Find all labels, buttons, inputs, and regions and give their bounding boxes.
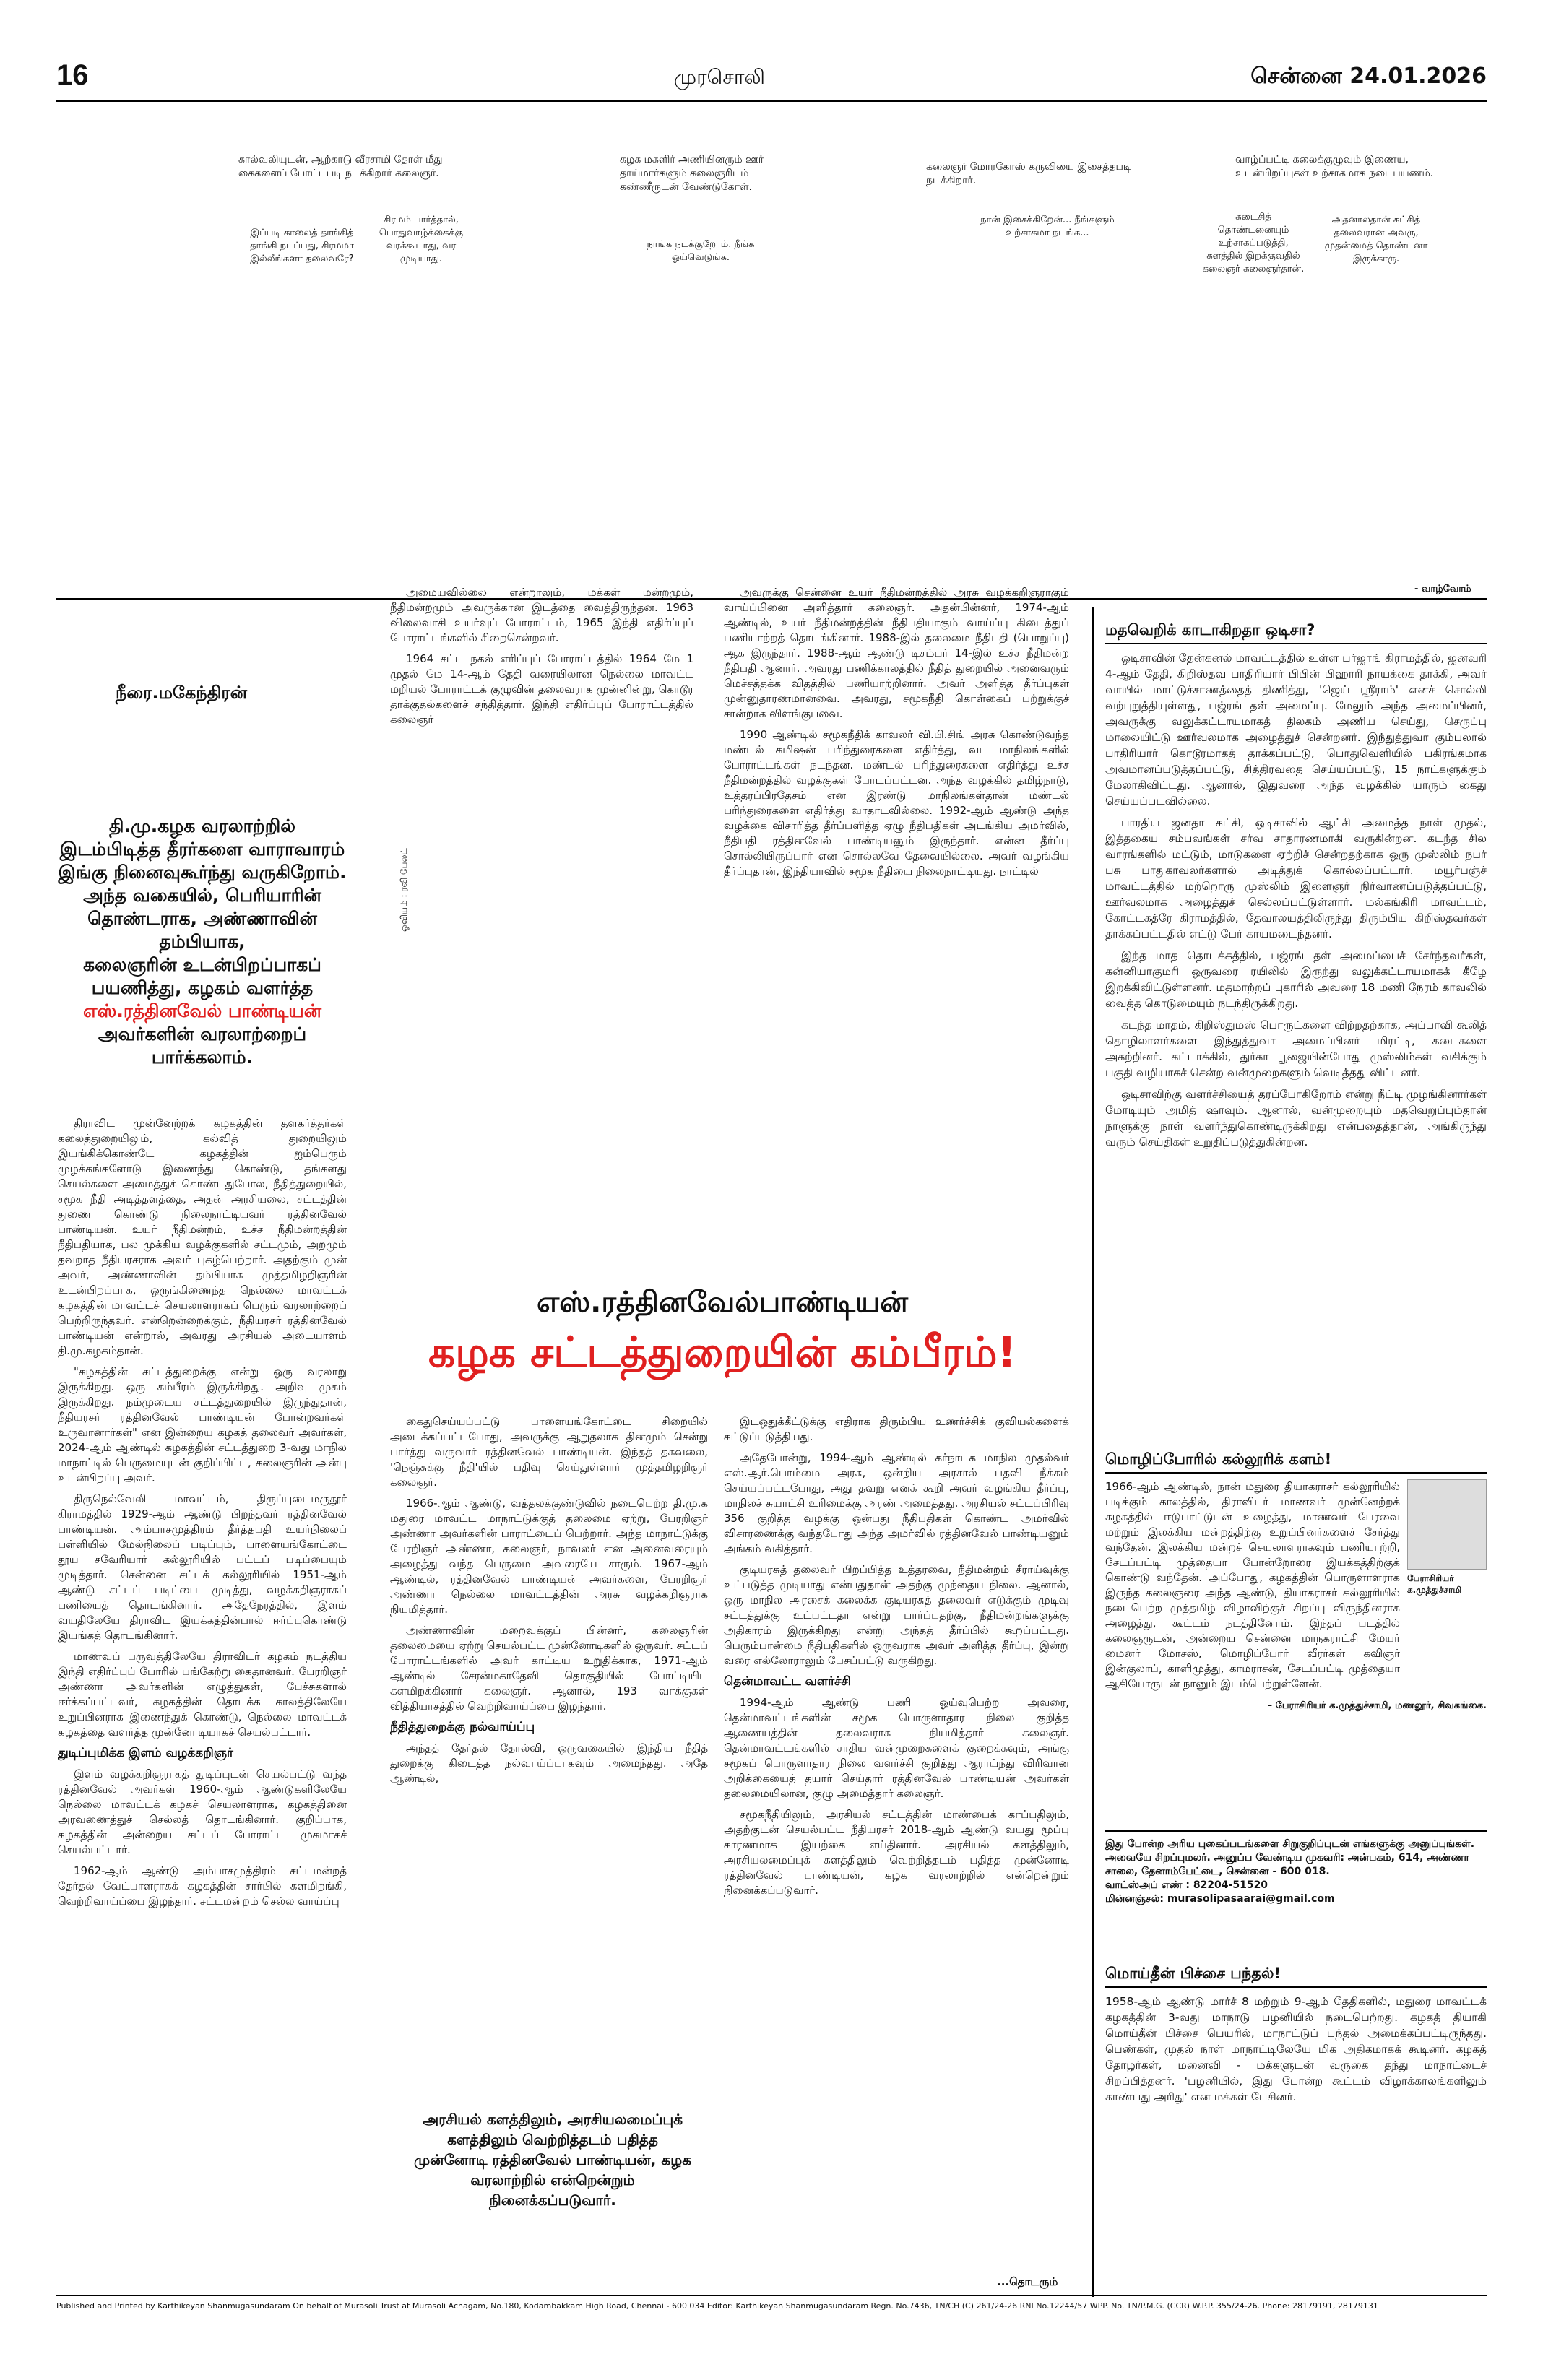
headline: கழக சட்டத்துறையின் கம்பீரம்! xyxy=(428,1328,1016,1377)
dateline: சென்னை 24.01.2026 xyxy=(1250,64,1487,89)
speech-bubble-6: அதனாலதான் கட்சித் தலைவரான அவரு, முதன்மைத் தொண்டனா இருக்காரு. xyxy=(1324,215,1428,264)
feature-author: நீரை.மகேந்திரன் xyxy=(116,683,248,703)
photo-block xyxy=(1407,1479,1487,1697)
comic-caption-1: கால்வலியுடன், ஆற்காடு வீரசாமி தோள் மீது கைகளைப் போட்டபடி நடக்கிறார் கலைஞர். xyxy=(238,154,443,179)
feature-intro: தி.மு.கழக வரலாற்றில் இடம்பிடித்த தீரர்களை வாராவாரம் இங்கு நினைவுகூர்ந்து வருகிறோம். அந்த வகையில், பெரியாரின் தொண்டராக, அண்ணாவின் தம்பியாக, கலைஞரின் உடன்பிறப்பாகப் பயணித்து, கழகம் வளர்த்த எஸ்.ரத்தினவேல் பாண்டியன் அவர்களின் வரலாற்றைப் பார்க்கலாம். xyxy=(58,815,347,1068)
illustration-credit: ஓவியம் : ரவி பேலட் xyxy=(399,848,409,932)
side-story-odisha: மதவெறிக் காடாகிறதா ஒடிசா? ஒடிசாவின் தேன்கனல் மாவட்டத்தில் உள்ள பர்ஜாங் கிராமத்தில், ஜனவரி 4-ஆம் தேதி, கிறிஸ்தவ பாதிரியார் பிபின் பிஹாரி நாயக்கை தாக்கி, அவர் வாயில் மாட்டுச்சாணத்தைத் திணித்து, 'ஜெய் ஸ்ரீராம்' எனச் சொல்லி வற்புறுத்தியுள்ளது, பஜ்ரங் தள் அமைப்பு. மேலும் அந்த அமைப்பினர், அவருக்கு வலுக்கட்டாயமாகத் திலகம் அணிய செய்து, செருப்பு மாலையிட்டு ஊர்வலமாக அழைத்துச் சென்றனர். இந்துத்துவா கும்பலால் பாதிரியார் கொடூரமாகத் தாக்கப்பட்டு, பொதுவெளியில் பகிரங்கமாக அவமானப்படுத்தப்பட்டு, சித்திரவதை செய்யப்பட்டு, 15 நாட்களுக்கும் மேலாகிவிட்டது. ஆனால், இதுவரை அந்த வழக்கில் யாரும் கைது செய்யப்படவில்லை. பாரதிய ஜனதா கட்சி, ஒடிசாவில் ஆட்சி அமைத்த நாள் முதல், இத்தகைய சம்பவங்கள் சர்வ சாதாரணமாகி வருகின்றன. கடந்த சில வாரங்களில் மட்டும், மாடுகளை ஏற்றிச் சென்றதற்காக ஒரு முஸ்லிம் நபர் பசு பாதுகாவலர்களால் அடித்துக் கொல்லப்பட்டார். மயூர்பஞ்ச் மாவட்டத்தில் மற்றொரு முஸ்லிம் இளைஞர் நிர்வாணப்படுத்தப்பட்டு, ஊர்வலமாக அழைத்துச் செல்லப்பட்டுள்ளார். மல்கங்கிரி மாவட்டம், கோட்டகத்ரே கிராமத்தில், தேவாலயத்திலிருந்து திரும்பிய கிறிஸ்தவர்கள் தாக்கப்பட்டதில் எட்டு பேர் காயமடைந்தனர். இந்த மாத தொடக்கத்தில், பஜ்ரங் தள் அமைப்பைச் சேர்ந்தவர்கள், கன்னியாகுமரி ஒருவரை ரயிலில் இருந்து வலுக்கட்டாயமாகக் கீழே இறக்கிவிட்டுள்ளனர். மதமாற்றப் புகாரில் அவரை 18 மணி நேரம் காவலில் வைத்த கொடுமையும் நடந்திருக்கிறது. கடந்த மாதம், கிறிஸ்துமஸ் பொருட்களை விற்றதற்காக, அப்பாவி கூலித் தொழிலாளர்களை இந்துத்துவா அமைப்பினர் மிரட்டி, கடைகளை அகற்றினர். கட்டாக்கில், துர்கா பூஜையின்போது முஸ்லிம்கள் வசிக்கும் பகுதி வழியாகச் சென்ற வன்முறைகளும் வெடித்தது விட்டனர். ஒடிசாவிற்கு வளர்ச்சியைத் தரப்போகிறோம் என்று நீட்டி முழங்கினார்கள் மோடியும் அமித் ஷாவும். ஆனால், வன்முறையும் மதவெறுப்பும்தான் நாளுக்கு நாள் வளர்ந்துகொண்டிருக்கிறது என்பதைத்தான், அங்கிருந்து வரும் செய்திகள் உறுதிப்படுத்துகின்றன. xyxy=(1105,621,1487,1148)
comic-caption-2: கழக மகளிர் அணியினரும் ஊர் தாய்மார்களும் கலைஞரிடம் கண்ணீருடன் வேண்டுகோள். xyxy=(620,154,764,193)
invite-rule-top xyxy=(1105,1830,1487,1832)
feature-col-1: திராவிட முன்னேற்றக் கழகத்தின் தளகர்த்தர்கள் கலைத்துறையிலும், கல்வித் துறையிலும் இயங்கிக்கொண்டே கழகத்தின் ஐம்பெரும் முழக்கங்களோடு இணைந்து கொண்டு, தங்களது செயல்களை அமைத்துக் கொண்டதுபோல, நீதித்துறையில், சமூக நீதி அடித்தளத்தை, அதன் அரசியலை, சட்டத்தின் துணை கொண்டு நிலைநாட்டியவர் ரத்தினவேல் பாண்டியன். உயர் நீதிமன்றம், உச்ச நீதிமன்றத்தின் நீதிபதியாக, பல முக்கிய வழக்குகளில் சட்டமும், அறமும் தவறாத நீதியரசராக அவர் புகழ்பெற்றார். அதற்கும் முன் அவர், அண்ணாவின் தம்பியாக முத்தமிழறிஞரின் உடன்பிறப்பாக, ஒருங்கிணைந்த நெல்லை மாவட்டக் கழகத்தின் மாவட்டச் செயலாளராகப் பெரும் வரலாற்றைப் பெற்றிருந்தவர். என்றென்றைக்கும், நீதியரசர் ரத்தினவேல் பாண்டியன் என்றால், அவரது அரசியல் அடையாளம் தி.மு.கழகம்தான். "கழகத்தின் சட்டத்துறைக்கு என்று ஒரு வரலாறு இருக்கிறது. ஒரு கம்பீரம் இருக்கிறது. அறிவு முகம் இருக்கிறது. நம்முடைய சட்டத்துறையில் இருந்துதான், நீதியரசர் ரத்தினவேல் பாண்டியன் போன்றவர்கள் உருவானார்கள்" என இன்றைய கழகத் தலைவர் அவர்கள், 2024-ஆம் ஆண்டில் கழகத்தின் சட்டத்துறை 3-வது மாநில மாநாட்டில் பெருமையுடன் குறிப்பிட்ட, கலைஞரின் அன்பு உடன்பிறப்பு அவர். திருநெல்வேலி மாவட்டம், திருப்புடைமருதூர் கிராமத்தில் 1929-ஆம் ஆண்டு பிறந்தவர் ரத்தினவேல் பாண்டியன். அம்பாசமுத்திரம் தீர்த்தபதி உயர்நிலைப் பள்ளியில் மேல்நிலைப் படிப்பும், பாளையங்கோட்டை தூய சவேரியார் கல்லூரியில் பட்டப் படிப்பையும் முடித்தார். சென்னை சட்டக் கல்லூரியில் 1951-ஆம் ஆண்டு சட்டப் படிப்பை முடித்து, வழக்கறிஞராகப் பணியைத் தொடங்கினார். அதேநேரத்தில், இளம் வயதிலேயே திராவிட இயக்கத்தின்பால் ஈர்ப்புகொண்டு இயங்கத் தொடங்கினார். மாணவப் பருவத்திலேயே திராவிடர் கழகம் நடத்திய இந்தி எதிர்ப்புப் போரில் பங்கேற்று கைதானவர். பேரறிஞர் அண்ணா அவர்களின் எழுத்துகள், பேச்சுகளால் ஈர்க்கப்பட்டவர், கழகத்தின் தொடக்க காலத்திலேயே உறுப்பினராக இணைந்துக் கொண்டு, நெல்லை மாவட்டக் கழகத்தை வளர்த்த முன்னோடியாகச் செயல்பட்டார். துடிப்புமிக்க இளம் வழக்கறிஞர் இளம் வழக்கறிஞராகத் துடிப்புடன் செயல்பட்டு வந்த ரத்தினவேல் அவர்கள் 1960-ஆம் ஆண்டுகளிலேயே நெல்லை மாவட்டக் கழகச் செயலாளராக, கழகத்தினை அரவணைத்துச் செல்லத் தொடங்கினார். குறிப்பாக, கழகத்தின் அன்றைய சட்டப் போராட்ட முகமாகச் செயல்பட்டார். 1962-ஆம் ஆண்டு அம்பாசமுத்திரம் சட்டமன்றத் தேர்தல் வேட்பாளராகக் கழகத்தின் சார்பில் களமிறங்கி, வெற்றிவாய்ப்பை இழந்தார். சட்டமன்றம் செல்ல வாய்ப்பு xyxy=(58,1117,347,1908)
feature-col-2: அமையவில்லை என்றாலும், மக்கள் மன்றமும், நீதிமன்றமும் அவருக்கான இடத்தை வைத்திருந்தன. 1963 விலைவாசி உயர்வுப் போராட்டம், 1965 இந்தி எதிர்ப்புப் போராட்டங்களில் சிறைசென்றவர். 1964 சட்ட நகல் எரிப்புப் போராட்டத்தில் 1964 மே 1 முதல் மே 14-ஆம் தேதி வரையிலான நெல்லை மாவட்ட மறியல் போராட்டக் குழுவின் தலைவராக முன்னின்று, கொடூர தாக்குதல்களைச் சந்தித்தார். இந்தி எதிர்ப்புப் போராட்டத்தில் கலைஞர் xyxy=(390,586,693,726)
comic-caption-4: வாழ்ப்பட்டி கலைக்குழுவும் இணைய, உடன்பிறப்புகள் உற்சாகமாக நடைபயணம். xyxy=(1235,154,1434,179)
page-header xyxy=(56,59,1487,94)
subhead-south-development: தென்மாவட்ட வளர்ச்சி xyxy=(724,1674,851,1689)
feature-col-5: இடஒதுக்கீட்டுக்கு எதிராக திரும்பிய உணர்ச்சிக் குவியல்களைக் கட்டுப்படுத்தியது. அதேபோன்று, 1994-ஆம் ஆண்டில் கர்நாடக மாநில முதல்வர் எஸ்.ஆர்.பொம்மை அரசு, ஒன்றிய அரசால் பதவி நீக்கம் செய்யப்பட்டபோது, அது தவறு எனக் கூறி அவர் வழங்கிய தீர்ப்பு, மாநிலச் சுயாட்சி உரிமைக்கு அரண் அமைத்தது. அரசியல் சட்டப்பிரிவு 356 குறித்த வழக்கு ஒன்பது நீதிபதிகள் கொண்ட அமர்வில் விசாரணைக்கு வந்தபோது அந்த அமர்வில் ரத்தினவேல் பாண்டியனும் அங்கம் வகித்தார். குடியரசுத் தலைவர் பிறப்பித்த உத்தரவை, நீதிமன்றம் சீராய்வுக்கு உட்படுத்த முடியாது என்பதுதான் அதற்கு முந்தைய நிலை. ஆனால், ஒரு மாநில அரசைக் கலைக்க குடியரசுத் தலைவர் எடுக்கும் முடிவு சட்டத்துக்கு உட்பட்டதா என்று பார்ப்பதற்கு, நீதிமன்றங்களுக்கு அதிகாரம் இருக்கிறது என்று அந்தத் தீர்ப்பில் கூறப்பட்டது. பெரும்பான்மை நீதிபதிகளில் ஒருவராக அவர் அளித்த தீர்ப்பு, இன்று வரை எல்லோராலும் பேசப்பட்டு வருகிறது. தென்மாவட்ட வளர்ச்சி 1994-ஆம் ஆண்டு பணி ஓய்வுபெற்ற அவரை, தென்மாவட்டங்களின் சமூக பொருளாதார நிலை குறித்த ஆணையத்தின் தலைவராக நியமித்தார் கலைஞர். தென்மாவட்டங்களில் சாதிய வன்முறைகளைக் குறைக்கவும், அங்கு சமூகப் பொருளாதார நிலை வளர்ச்சி குறித்து ஆராய்ந்து விரிவான அறிக்கையைத் தயார் செய்தார் ரத்தினவேல் பாண்டியன் அவர்கள் தலைமையிலான, குழு அமைத்தார் கலைஞர். சமூகநீதியிலும், அரசியல் சட்டத்தின் மாண்பைக் காப்பதிலும், அதற்குடன் செயல்பட்ட நீதியரசர் 2018-ஆம் ஆண்டு வயது மூப்பு காரணமாக இயற்கை எய்தினார். அரசியல் களத்திலும், அரசியலமைப்புக் களத்திலும் வெற்றித்தடம் பதித்த முன்னோடி ரத்தினவேல் பாண்டியன், கழக வரலாற்றில் என்றென்றும் நினைக்கப்படுவார். xyxy=(724,1415,1069,1897)
page-number: 16 xyxy=(56,59,89,91)
side-story-college-credit: – பேராசிரியர் க.முத்துச்சாமி, மணலூர், சிவகங்கை. xyxy=(1267,1700,1487,1711)
side-story-college-title: மொழிப்போரில் கல்லூரிக் களம்! xyxy=(1105,1450,1487,1474)
portrait-photo xyxy=(1407,1479,1487,1570)
print-line: Published and Printed by Karthikeyan Shanmugasundaram On behalf of Murasoli Trust at Murasoli Achagam, No.180, Kodambakkam High Road, Chennai - 600 034 Editor: Karthikeyan Shanmugasundaram Regn. No.7436, TN/CH (C) 261/24-26 RNI No.12244/57 WPP. No. TN/P.M.G. (CCR) W.P.P. 355/24-26. Phone: 28179191, 28179131 xyxy=(56,2301,1378,2311)
speech-bubble-3: நாங்க நடக்குறோம். நீங்க ஓய்வெடுங்க. xyxy=(647,239,755,263)
speech-bubble-4: நான் இசைக்கிறேன்... நீங்களும் உற்சாகமா நடங்க... xyxy=(980,215,1115,238)
footer-rule xyxy=(56,2295,1487,2296)
header-rule xyxy=(56,100,1487,102)
speech-bubble-5: கடைசித் தொண்டனையும் உற்சாகப்படுத்தி, களத்தில் இறக்குவதில் கலைஞர் கலைஞர்தான். xyxy=(1202,212,1305,274)
subhead-judiciary: நீதித்துறைக்கு நல்வாய்ப்பு xyxy=(390,1720,535,1734)
feature-col-4: கைதுசெய்யப்பட்டு பாளையங்கோட்டை சிறையில் அடைக்கப்பட்டபோது, அவருக்கு ஆறுதலாக தினமும் சென்று பார்த்து வருவார் ரத்தினவேல் பாண்டியன். இந்தத் தகவலை, 'நெஞ்சுக்கு நீதி'யில் பதிவு செய்துள்ளார் முத்தமிழறிஞர் கலைஞர். 1966-ஆம் ஆண்டு, வத்தலக்குண்டுவில் நடைபெற்ற தி.மு.க மதுரை மாவட்ட மாநாட்டுக்குத் தலைமை ஏற்று, பேரறிஞர் அண்ணா அவர்களின் பாராட்டைப் பெற்றார். அந்த மாநாட்டுக்கு பேரறிஞர் அண்ணா, கலைஞர், நாவலர் என அனைவரையும் அழைத்து வந்த பெருமை அவரையே சாரும். 1967-ஆம் ஆண்டில், ரத்தினவேல் பாண்டியன் அவர்களை, பேரறிஞர் அண்ணா நெல்லை மாவட்டத்தின் அரசு வழக்கறிஞராக நியமித்தார். அண்ணாவின் மறைவுக்குப் பின்னர், கலைஞரின் தலைமையை ஏற்று செயல்பட்ட முன்னோடிகளில் ஒருவர். சட்டப் போராட்டங்களில் அவர் காட்டிய உறுதிக்காக, 1971-ஆம் ஆண்டில் சேரன்மகாதேவி தொகுதியில் போட்டியிட களமிறக்கினார் கலைஞர். ஆனால், 193 வாக்குகள் வித்தியாசத்தில் வெற்றிவாய்ப்பை இழந்தார். நீதித்துறைக்கு நல்வாய்ப்பு அந்தத் தேர்தல் தோல்வி, ஒருவகையில் இந்திய நீதித் துறைக்கு கிடைத்த நல்வாய்ப்பாகவும் அமைந்தது. அதே ஆண்டில், xyxy=(390,1415,708,1785)
side-story-college: மொழிப்போரில் கல்லூரிக் களம்! 1966-ஆம் ஆண்டில், நான் மதுரை தியாகராசர் கல்லூரியில் படிக்கும் காலத்தில், திராவிடர் மாணவர் முன்னேற்றக் கழகத்தில் ஈடுபாட்டுடன் உழைத்து, மாணவர் பேரவை மற்றும் இலக்கிய மன்றத்திற்கு உறுப்பினர்களைச் சேர்த்து வந்தேன். இலக்கிய மன்றச் செயலாளராகவும் பணியாற்றி, சேடப்பட்டி முத்தையா போன்றோரை இயக்கத்திற்குக் கொண்டு வந்தேன். அப்போது, கழகத்தின் பொருளாளராக இருந்த கலைஞரை அந்த ஆண்டு, தியாகராசர் கல்லூரியில் நடைபெற்ற முத்தமிழ் விழாவிற்குச் சிறப்பு விருந்தினராக அழைத்து, கூட்டம் நடத்தினோம். இந்தப் படத்தில் கலைஞருடன், அன்றைய சென்னை மாநகராட்சி மேயர் மைனர் மோசஸ், மொழிப்போர் வீரர்கள் கவிஞர் இன்குலாப், காளிமுத்து, காமராசன், சேடப்பட்டி முத்தையா ஆகியோருடன் நானும் இடம்பெற்றுள்ளேன். பேராசிரியர் க.முத்துச்சாமி – பேராசிரியர் க.முத்துச்சாமி, மணலூர், சிவகங்கை. xyxy=(1105,1450,1487,1711)
pull-quote: அரசியல் களத்திலும், அரசியலமைப்புக் களத்திலும் வெற்றித்தடம் பதித்த முன்னோடி ரத்தினவேல் பாண்டியன், கழக வரலாற்றில் என்றென்றும் நினைக்கப்படுவார். xyxy=(413,2111,692,2209)
comic-strip xyxy=(238,153,1488,572)
email-address: மின்னஞ்சல்: murasolipasaarai@gmail.com xyxy=(1105,1893,1335,1905)
speech-bubble-2: சிரமம் பார்த்தால், பொதுவாழ்க்கைக்கு வரக்கூடாது, வர முடியாது. xyxy=(379,215,464,264)
headline-name: எஸ்.ரத்தினவேல்பாண்டியன் xyxy=(536,1286,909,1319)
photo-caption: பேராசிரியர் க.முத்துச்சாமி xyxy=(1407,1573,1462,1595)
submission-invite: இது போன்ற அரிய புகைப்படங்களை சிறுகுறிப்புடன் எங்களுக்கு அனுப்புங்கள். அவையே சிறப்புமலர். அனுப்ப வேண்டிய முகவரி: அன்பகம், 614, அண்ணா சாலை, தேனாம்பேட்டை, சென்னை - 600 018. வாட்ஸ்அப் எண் : 82204-51520 மின்னஞ்சல்: murasolipasaarai@gmail.com xyxy=(1105,1838,1487,1906)
side-story-pandal-title: மொய்தீன் பிச்சை பந்தல்! xyxy=(1105,1965,1487,1988)
side-story-pandal: மொய்தீன் பிச்சை பந்தல்! 1958-ஆம் ஆண்டு மார்ச் 8 மற்றும் 9-ஆம் தேதிகளில், மதுரை மாவட்டக் கழகத்தின் 3-வது மாநாடு பழனியில் நடைபெற்றது. கழகத் தியாகி மொய்தீன் பிச்சை பெயரில், மாநாட்டுப் பந்தல் அமைக்கப்பட்டிருந்தது. பெண்கள், முதல் நாள் மாநாட்டிலேயே மிக அதிகமாகக் கூடினர். கழகத் தோழர்கள், மனைவி - மக்களுடன் வருகை தந்து மாநாட்டைச் சிறப்பித்தனர். 'பழனியில், இது போன்ற கூட்டம் விழாக்காலங்களிலும் காண்பது அரிது' என மக்கள் பேசினர். xyxy=(1105,1965,1487,2103)
subhead-young-lawyer: துடிப்புமிக்க இளம் வழக்கறிஞர் xyxy=(58,1746,233,1760)
right-column-rule xyxy=(1092,607,1094,2297)
comic-signoff: - வாழ்வோம் xyxy=(1414,584,1471,594)
comic-caption-3: கலைஞர் மோரகோஸ் கருவியை இசைத்தபடி நடக்கிறார். xyxy=(926,161,1132,186)
intro-name: எஸ்.ரத்தினவேல் பாண்டியன் xyxy=(83,1000,321,1021)
speech-bubble-1: இப்படி காலைத் தாங்கித் தாங்கி நடப்பது, சிரமமா இல்லீங்களா தலைவரே? xyxy=(250,228,354,264)
side-story-odisha-title: மதவெறிக் காடாகிறதா ஒடிசா? xyxy=(1105,621,1487,644)
feature-col-3: அவருக்கு சென்னை உயர் நீதிமன்றத்தில் அரசு வழக்கறிஞராகும் வாய்ப்பினை அளித்தார் கலைஞர். அதன்பின்னர், 1974-ஆம் ஆண்டில், உயர் நீதிமன்றத்தின் நீதிபதியாகும் வாய்ப்பு கிடைத்துப் பணியாற்றத் தொடங்கினார். 1988-இல் தலைமை நீதிபதி (பொறுப்பு) ஆக இருந்தார். 1988-ஆம் ஆண்டு டிசம்பர் 14-இல் உச்ச நீதிமன்ற நீதிபதி ஆனார். அவரது பணிக்காலத்தில் நீதித் துறையில் அனைவரும் மெச்சத்தக்க விதத்தில் பணியாற்றினார். அவர் அளித்த தீர்ப்புகள் முன்னுதாரணமானவை. அவரது, சமூகநீதி கொள்கைப் பற்றுக்குச் சான்றாக விளங்குபவை. 1990 ஆண்டில் சமூகநீதிக் காவலர் வி.பி.சிங் அரசு கொண்டுவந்த மண்டல் கமிஷன் பரிந்துரைகளை எதிர்த்து, வட மாநிலங்களில் போராட்டங்கள் நடந்தன. மண்டல் பரிந்துரைகளை எதிர்த்து உச்ச நீதிமன்றத்தில் வழக்குகள் போடப்பட்டன. அந்த வழக்கில் தமிழ்நாடு, உத்தரப்பிரதேசம் என இரண்டு மாநிலங்கள்தான் மண்டல் பரிந்துரைகளை எதிர்த்து வாதாடவில்லை. 1992-ஆம் ஆண்டு அந்த வழக்கை விசாரித்த தீர்ப்பளித்த ஏழு நீதிபதிகள் அடங்கிய அமர்வில், நீதிபதி ரத்தினவேல் பாண்டியனும் இருந்தார். என்ன தீர்ப்பு சொல்லியிருப்பார் என சொல்லவே தேவையில்லை. அவர் வழங்கிய தீர்ப்புதான், இந்தியாவில் சமூக நீதியை நிலைநாட்டியது. நாட்டில் xyxy=(724,586,1069,878)
whatsapp-number: வாட்ஸ்அப் எண் : 82204-51520 xyxy=(1105,1879,1268,1891)
masthead-title: முரசொலி xyxy=(674,65,765,89)
continued-marker: ...தொடரும் xyxy=(997,2275,1058,2288)
